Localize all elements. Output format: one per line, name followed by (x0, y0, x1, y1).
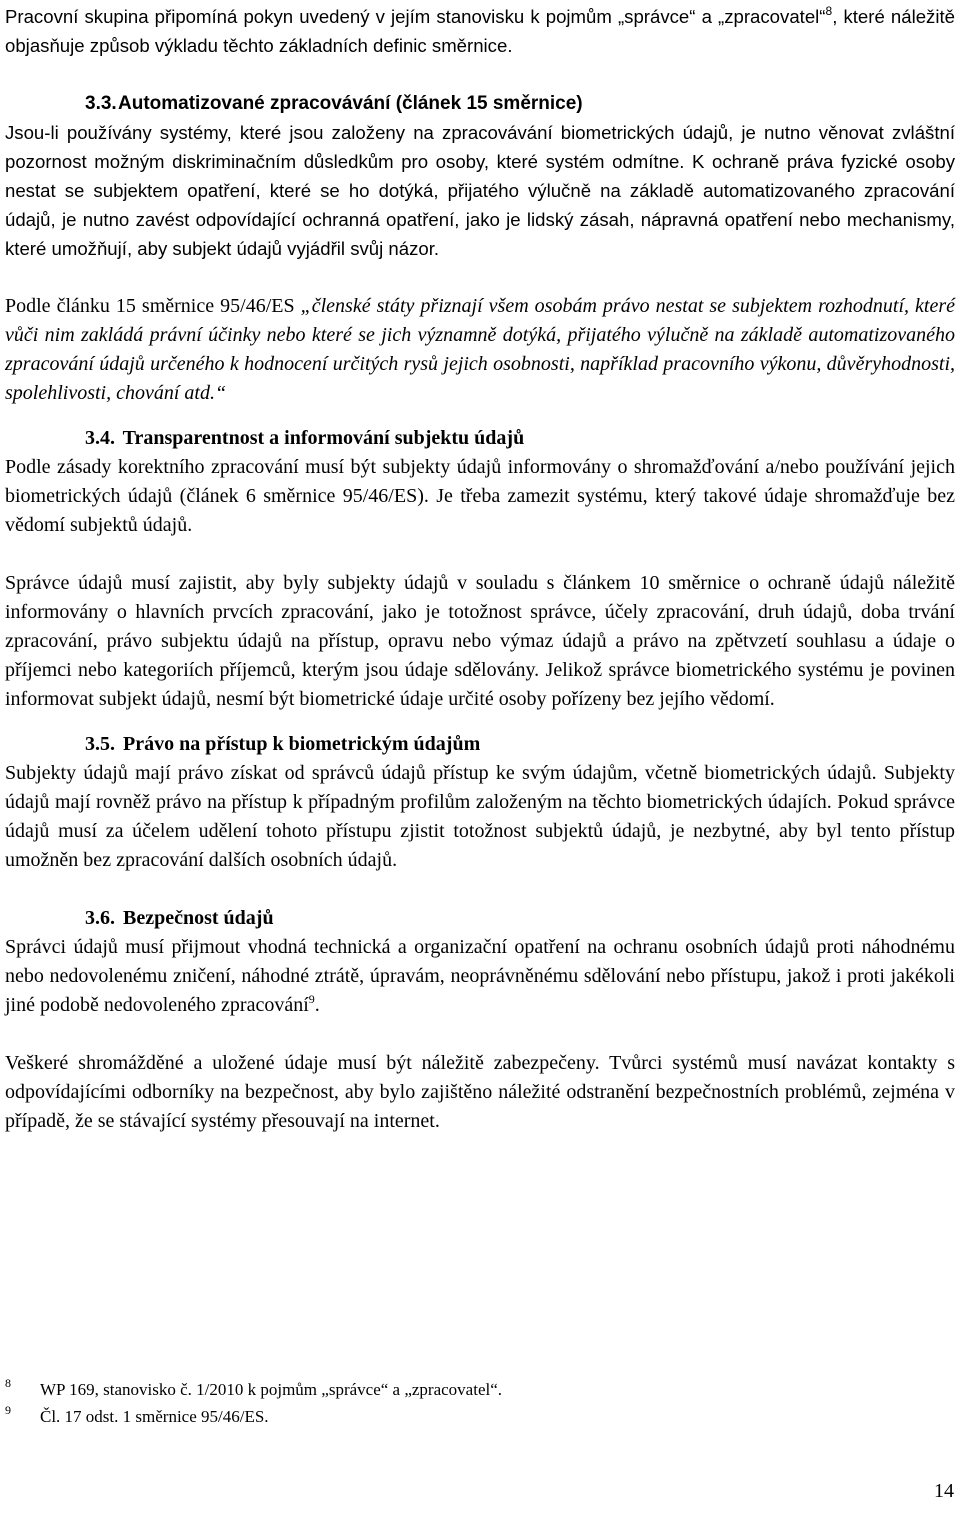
section-3-4-paragraph-1: Podle zásady korektního zpracování musí být subjekty údajů informovány o shromažďování a/nebo používání jejich biometrických údajů (článek 6 směrnice 95/46/ES). Je třeba zamezit systému, který takové údaje shromažďuje bez vědomí subjektů údajů. (5, 456, 955, 536)
intro-text: Pracovní skupina připomíná pokyn uvedený v jejím stanovisku k pojmům „správce“ a „zpracovatel“ (5, 6, 826, 27)
section-heading-3-5 (5, 730, 955, 759)
footnote-text: WP 169, stanovisko č. 1/2010 k pojmům „správce“ a „zpracovatel“. (40, 1380, 503, 1399)
section-3-6-paragraph-2: Veškeré shromážděné a uložené údaje musí být náležitě zabezpečeny. Tvůrci systémů musí navázat kontakty s odpovídajícími odborníky na bezpečnost, aby bylo zajištěno náležité odstranění bezpečnostních problémů, zejména v případě, že se stávající systémy přesouvají na internet. (5, 1052, 955, 1132)
section-title: Právo na přístup k biometrickým údajům (123, 733, 481, 755)
footnotes (5, 1376, 705, 1430)
paragraph-text: Správci údajů musí přijmout vhodná technická a organizační opatření na ochranu osobních údajů proti náhodnému nebo nedovolenému zničení, náhodné ztrátě, úpravám, neoprávněnému sdělování nebo přístupu, jakož i proti jakékoli jiné podobě nedovoleného zpracování (5, 936, 955, 1016)
section-number: 3.5. (85, 733, 115, 755)
quoted-article-text: „členské státy přiznají všem osobám právo nestat se subjektem rozhodnutí, které vůči nim zakládá právní účinky nebo které se jich významně dotýká, přijatého výlučně na základě automatizovaného zpracování údajů určeného k hodnocení určitých rysů jejich osobnosti, například pracovního výkonu, důvěryhodnosti, spolehlivosti, chování atd.“ (5, 295, 955, 404)
document-page (5, 0, 955, 1136)
intro-text-end: , které náležitě objasňuje způsob výkladu těchto základních definic směrnice. (5, 6, 955, 56)
page-number: 14 (934, 1480, 954, 1502)
section-number: 3.3. (85, 93, 117, 114)
section-title: Automatizované zpracovávání (článek 15 směrnice) (118, 93, 583, 114)
section-3-3-paragraph-2 (5, 292, 955, 408)
section-3-3-paragraph-1: Jsou-li používány systémy, které jsou založeny na zpracovávání biometrických údajů, je nutno věnovat zvláštní pozornost možným diskriminačním důsledkům pro osoby, které systém odmítne. K ochraně práva fyzické osoby nestat se subjektem opatření, které se ho dotýká, přijatého výlučně na základě automatizovaného zpracování údajů, je nutno zavést odpovídající ochranná opatření, jako je lidský zásah, nápravná opatření nebo mechanismy, které umožňují, aby subjekt údajů vyjádřil svůj názor. (5, 122, 955, 259)
footnote-8 (5, 1376, 705, 1403)
section-3-6-paragraph-1 (5, 933, 955, 1020)
intro-paragraph (5, 2, 955, 60)
footnote-ref-8[interactable]: 8 (825, 4, 833, 18)
section-3-5-paragraph-1: Subjekty údajů mají právo získat od správců údajů přístup ke svým údajům, včetně biometrických údajů. Subjekty údajů mají rovněž právo na přístup k případným profilům založeným na těchto biometrických údajích. Pokud správce údajů musí za účelem udělení tohoto přístupu zjistit totožnost subjektů údajů, je nezbytné, aby byl tento přístup umožněn bez zpracování dalších osobních údajů. (5, 762, 955, 871)
footnote-text: Čl. 17 odst. 1 směrnice 95/46/ES. (40, 1407, 269, 1426)
paragraph-end: . (314, 994, 320, 1016)
footnote-mark: 8 (5, 1376, 11, 1390)
footnote-9 (5, 1403, 705, 1430)
section-3-4-paragraph-2: Správce údajů musí zajistit, aby byly subjekty údajů v souladu s článkem 10 směrnice o ochraně údajů náležitě informovány o hlavních prvcích zpracování, jako je totožnost správce, účely zpracování, druh údajů, doba trvání zpracování, právo subjektu údajů na přístup, opravu nebo výmaz údajů a právo na zpětvzetí souhlasu a údaje o příjemci nebo kategoriích příjemců, kterým jsou údaje sdělovány. Jelikož správce biometrického systému je povinen informovat subjekt údajů, nesmí být biometrické údaje určité osoby pořízeny bez jejího vědomí. (5, 572, 955, 710)
footnote-ref-9[interactable]: 9 (308, 992, 315, 1006)
section-heading-3-3 (5, 89, 955, 118)
section-title: Transparentnost a informování subjektu údajů (122, 427, 525, 449)
section-number: 3.4. (85, 427, 115, 449)
footnote-mark: 9 (5, 1403, 11, 1417)
section-heading-3-4 (5, 424, 955, 453)
section-number: 3.6. (85, 907, 115, 929)
section-title: Bezpečnost údajů (123, 907, 274, 929)
section-heading-3-6 (5, 904, 955, 933)
paragraph-lead: Podle článku 15 směrnice 95/46/ES (5, 295, 301, 317)
